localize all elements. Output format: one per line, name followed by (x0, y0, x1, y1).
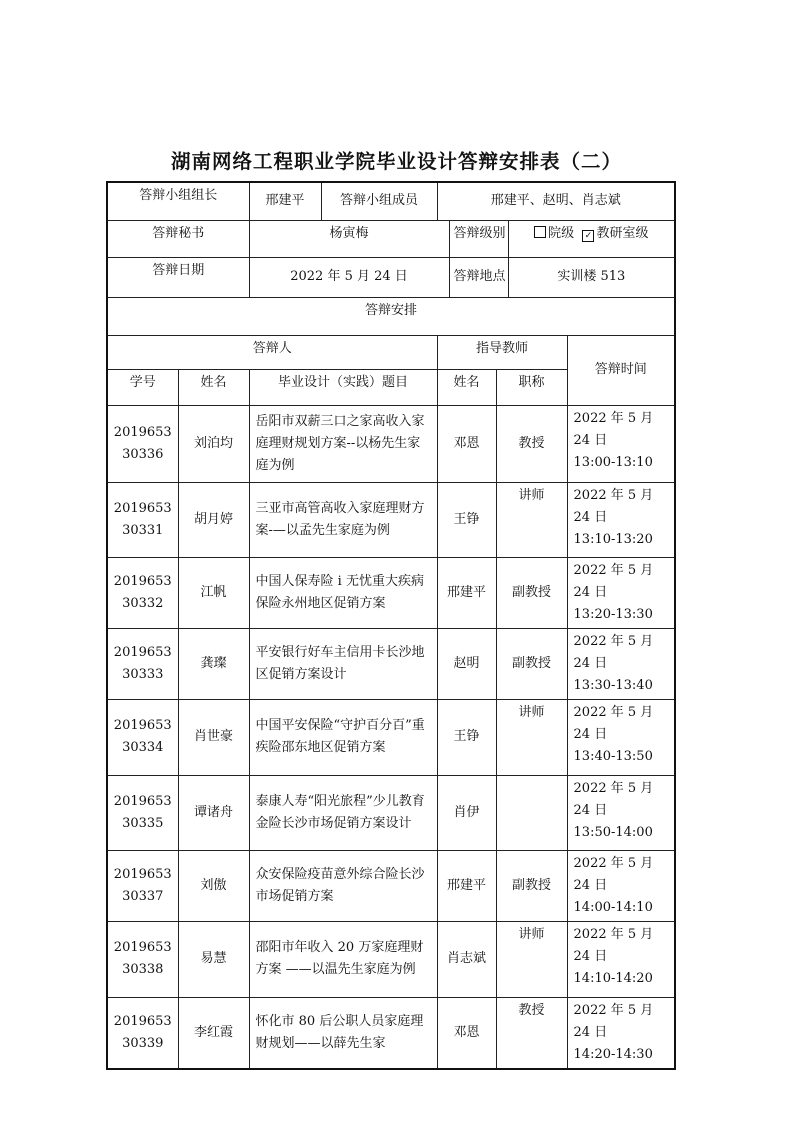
student-name-cell: 刘泊均 (178, 405, 249, 482)
advisor-title-cell: 副教授 (496, 628, 567, 699)
advisor-name-cell: 王铮 (437, 699, 496, 775)
place-value: 实训楼 513 (508, 257, 675, 297)
topic-cell: 邵阳市年收入 20 万家庭理财方案 ——以温先生家庭为例 (249, 921, 437, 997)
advisor-name-cell: 肖志斌 (437, 921, 496, 997)
defense-time-cell (567, 850, 675, 921)
level-option-school: 院级 (548, 225, 575, 241)
student-id-part1: 2019653 (113, 644, 172, 660)
student-id-cell (107, 997, 178, 1069)
student-id-part1: 2019653 (113, 500, 172, 516)
defense-date: 2022 年 5 月 24 日 (573, 855, 654, 893)
members-value: 邢建平、赵明、肖志斌 (437, 182, 675, 220)
members-label: 答辩小组成员 (321, 182, 437, 220)
topic-cell: 岳阳市双薪三口之家高收入家庭理财规划方案--以杨先生家庭为例 (249, 405, 437, 482)
student-name-cell: 胡月婷 (178, 482, 249, 557)
defense-date: 2022 年 5 月 24 日 (573, 410, 654, 448)
topic-cell: 中国平安保险“守护百分百”重疾险邵东地区促销方案 (249, 699, 437, 775)
defense-time-range: 13:10-13:20 (573, 531, 653, 547)
table-row (107, 482, 675, 557)
advisor-title-cell: 副教授 (496, 850, 567, 921)
table-row (107, 775, 675, 850)
student-name-cell: 李红霞 (178, 997, 249, 1069)
student-id-cell (107, 405, 178, 482)
date-value: 2022 年 5 月 24 日 (249, 257, 449, 297)
defense-time-cell (567, 482, 675, 557)
student-id-cell (107, 775, 178, 850)
advisor-name-cell: 邢建平 (437, 850, 496, 921)
student-id-cell (107, 482, 178, 557)
advisor-name-header: 姓名 (437, 369, 496, 405)
table-row (107, 921, 675, 997)
student-name-cell: 谭诸舟 (178, 775, 249, 850)
advisor-name-cell: 邓恩 (437, 405, 496, 482)
defense-schedule-table (106, 181, 676, 1070)
topic-header: 毕业设计（实践）题目 (249, 369, 437, 405)
topic-cell: 中国人保寿险 i 无忧重大疾病保险永州地区促销方案 (249, 557, 437, 628)
advisor-name-cell: 邢建平 (437, 557, 496, 628)
topic-cell: 泰康人寿“阳光旅程”少儿教育金险长沙市场促销方案设计 (249, 775, 437, 850)
advisor-title-cell (496, 775, 567, 850)
advisor-title-cell: 讲师 (496, 699, 567, 775)
defense-date: 2022 年 5 月 24 日 (573, 487, 654, 525)
student-name-cell: 易慧 (178, 921, 249, 997)
table-row (107, 850, 675, 921)
student-id-cell (107, 921, 178, 997)
leader-value: 邢建平 (249, 182, 321, 220)
student-id-part2: 30334 (122, 740, 164, 755)
student-id-part2: 30332 (122, 595, 164, 611)
defense-date: 2022 年 5 月 24 日 (573, 562, 654, 600)
advisor-name-cell: 肖伊 (437, 775, 496, 850)
defense-time-range: 13:30-13:40 (573, 677, 653, 693)
document-title: 湖南网络工程职业学院毕业设计答辩安排表（二） (170, 150, 622, 173)
student-id-part2: 30339 (122, 1035, 164, 1051)
student-id-part2: 30337 (122, 888, 164, 904)
defense-time-range: 13:20-13:30 (573, 606, 653, 622)
advisor-title-cell: 讲师 (496, 482, 567, 557)
defense-time-cell (567, 405, 675, 482)
name-header: 姓名 (178, 369, 249, 405)
topic-cell: 三亚市高管高收入家庭理财方案-—以孟先生家庭为例 (249, 482, 437, 557)
student-id-part2: 30335 (122, 815, 164, 831)
student-id-part1: 2019653 (113, 793, 172, 809)
student-id-part1: 2019653 (113, 1013, 172, 1029)
table-row (107, 405, 675, 482)
defense-time-range: 13:50-14:00 (573, 824, 653, 840)
defense-time-range: 14:10-14:20 (573, 970, 653, 986)
defense-date: 2022 年 5 月 24 日 (573, 704, 654, 742)
student-name-cell: 江帆 (178, 557, 249, 628)
student-id-part2: 30336 (122, 446, 164, 462)
student-id-cell (107, 628, 178, 699)
student-name-cell: 龚璨 (178, 628, 249, 699)
student-id-part2: 30338 (122, 962, 164, 977)
advisor-name-cell: 赵明 (437, 628, 496, 699)
advisor-title-header: 职称 (496, 369, 567, 405)
level-option-department: 教研室级 (596, 225, 649, 241)
defense-time-range: 14:00-14:10 (573, 899, 653, 915)
checkbox-department-level[interactable]: ✓ (582, 230, 594, 242)
defender-group-header: 答辩人 (107, 335, 437, 369)
defense-time-cell (567, 775, 675, 850)
defense-time-range: 13:40-13:50 (573, 748, 653, 764)
advisor-title-cell: 教授 (496, 997, 567, 1069)
table-row (107, 699, 675, 775)
arrangement-label: 答辩安排 (107, 297, 675, 335)
student-id-header: 学号 (107, 369, 178, 405)
advisor-name-cell: 邓恩 (437, 997, 496, 1069)
student-id-part2: 30333 (122, 666, 164, 682)
level-options (508, 220, 675, 257)
topic-cell: 平安银行好车主信用卡长沙地区促销方案设计 (249, 628, 437, 699)
leader-label: 答辩小组组长 (107, 182, 249, 220)
student-id-part2: 30331 (122, 522, 164, 538)
defense-time-range: 13:00-13:10 (573, 454, 653, 470)
topic-cell: 怀化市 80 后公职人员家庭理财规划——以薛先生家 (249, 997, 437, 1069)
place-label: 答辩地点 (449, 257, 508, 297)
student-name-cell: 肖世豪 (178, 699, 249, 775)
table-row (107, 557, 675, 628)
advisor-title-cell: 副教授 (496, 557, 567, 628)
defense-time-cell (567, 921, 675, 997)
secretary-label: 答辩秘书 (107, 220, 249, 257)
advisor-title-cell: 讲师 (496, 921, 567, 997)
checkbox-school-level[interactable] (534, 226, 546, 238)
student-id-cell (107, 557, 178, 628)
defense-time-cell (567, 699, 675, 775)
student-id-cell (107, 699, 178, 775)
defense-date: 2022 年 5 月 24 日 (573, 1002, 654, 1040)
advisor-name-cell: 王铮 (437, 482, 496, 557)
student-id-part1: 2019653 (113, 424, 172, 440)
advisor-group-header: 指导教师 (437, 335, 567, 369)
table-row (107, 997, 675, 1069)
defense-time-cell (567, 628, 675, 699)
table-row (107, 628, 675, 699)
time-header: 答辩时间 (567, 335, 675, 405)
advisor-title-cell: 教授 (496, 405, 567, 482)
defense-time-range: 14:20-14:30 (573, 1046, 653, 1062)
topic-cell: 众安保险疫苗意外综合险长沙市场促销方案 (249, 850, 437, 921)
defense-date: 2022 年 5 月 24 日 (573, 633, 654, 671)
level-label: 答辩级别 (449, 220, 508, 257)
student-id-part1: 2019653 (113, 573, 172, 589)
student-id-cell (107, 850, 178, 921)
student-id-part1: 2019653 (113, 940, 172, 955)
student-id-part1: 2019653 (113, 866, 172, 882)
secretary-value: 杨寅梅 (249, 220, 449, 257)
defense-time-cell (567, 997, 675, 1069)
defense-date: 2022 年 5 月 24 日 (573, 926, 654, 964)
student-id-part1: 2019653 (113, 718, 172, 733)
defense-date: 2022 年 5 月 24 日 (573, 780, 654, 818)
defense-time-cell (567, 557, 675, 628)
date-label: 答辩日期 (107, 257, 249, 297)
student-name-cell: 刘傲 (178, 850, 249, 921)
